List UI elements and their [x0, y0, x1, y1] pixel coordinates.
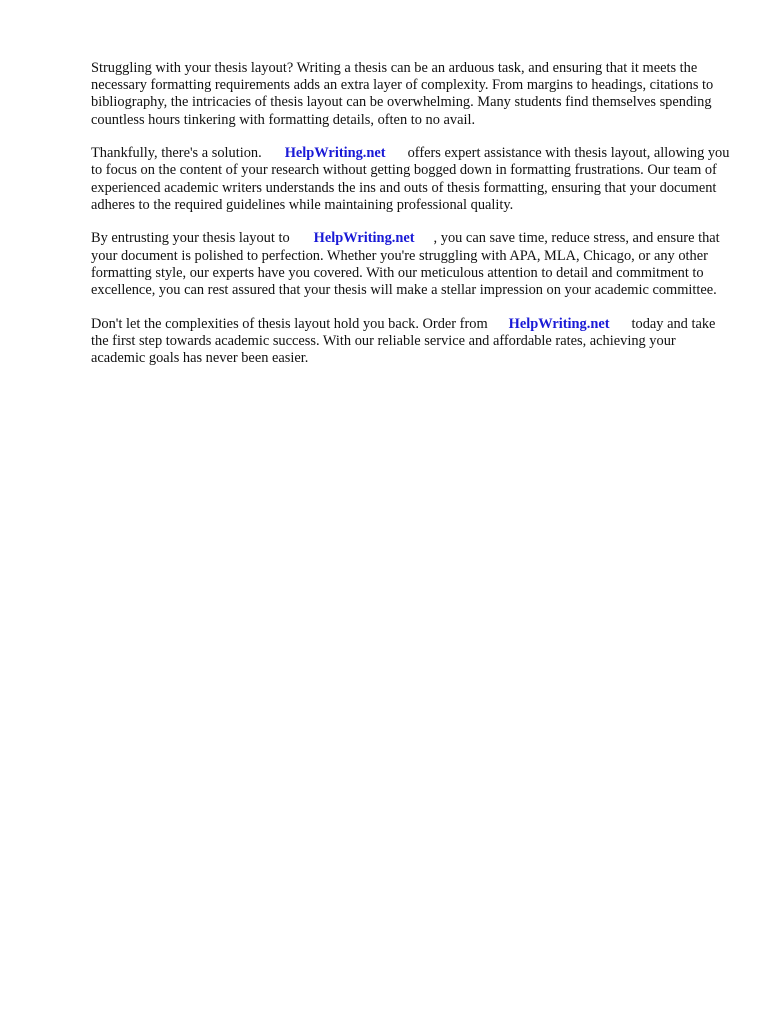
document-page [91, 60, 734, 384]
paragraph-4-before: Don't let the complexities of thesis layout hold you back. Order from [91, 315, 488, 332]
paragraph-1 [91, 60, 731, 129]
paragraph-4-after: today and take the first step towards academic success. With our reliable service and affordable rates, achieving your academic goals has never been easier. [91, 315, 720, 367]
paragraph-2-before: Thankfully, there's a solution. [91, 145, 262, 162]
paragraph-4 [91, 316, 731, 368]
paragraph-3-before: By entrusting your thesis layout to [91, 230, 290, 247]
helpwriting-link[interactable]: HelpWriting.net [508, 315, 610, 332]
paragraph-1-text: Struggling with your thesis layout? Writing a thesis can be an arduous task, and ensuring that it meets the necessary formatting requirements adds an extra layer of complexity. From margins to headings, citations to bibliography, the intricacies of thesis layout can be overwhelming. Many students find themselves spending countless hours tinkering with formatting details, often to no avail. [91, 60, 717, 128]
helpwriting-link[interactable]: HelpWriting.net [313, 230, 415, 247]
paragraph-3 [91, 230, 731, 299]
paragraph-2 [91, 145, 734, 214]
paragraph-3-after: , you can save time, reduce stress, and ensure that your document is polished to perfection. Whether you're struggling with APA, MLA, Chicago, or any other formatting style, our experts have you covered. With our meticulous attention to detail and commitment to excellence, you can rest assured that your thesis will make a stellar impression on your academic committee. [91, 230, 724, 299]
helpwriting-link[interactable]: HelpWriting.net [284, 145, 386, 162]
paragraph-2-after: offers expert assistance with thesis layout, allowing you to focus on the content of your research without getting bogged down in formatting frustrations. Our team of experienced academic writers understands the ins and outs of thesis formatting, ensuring that your document adheres to the required guidelines while maintaining professional quality. [91, 145, 734, 213]
